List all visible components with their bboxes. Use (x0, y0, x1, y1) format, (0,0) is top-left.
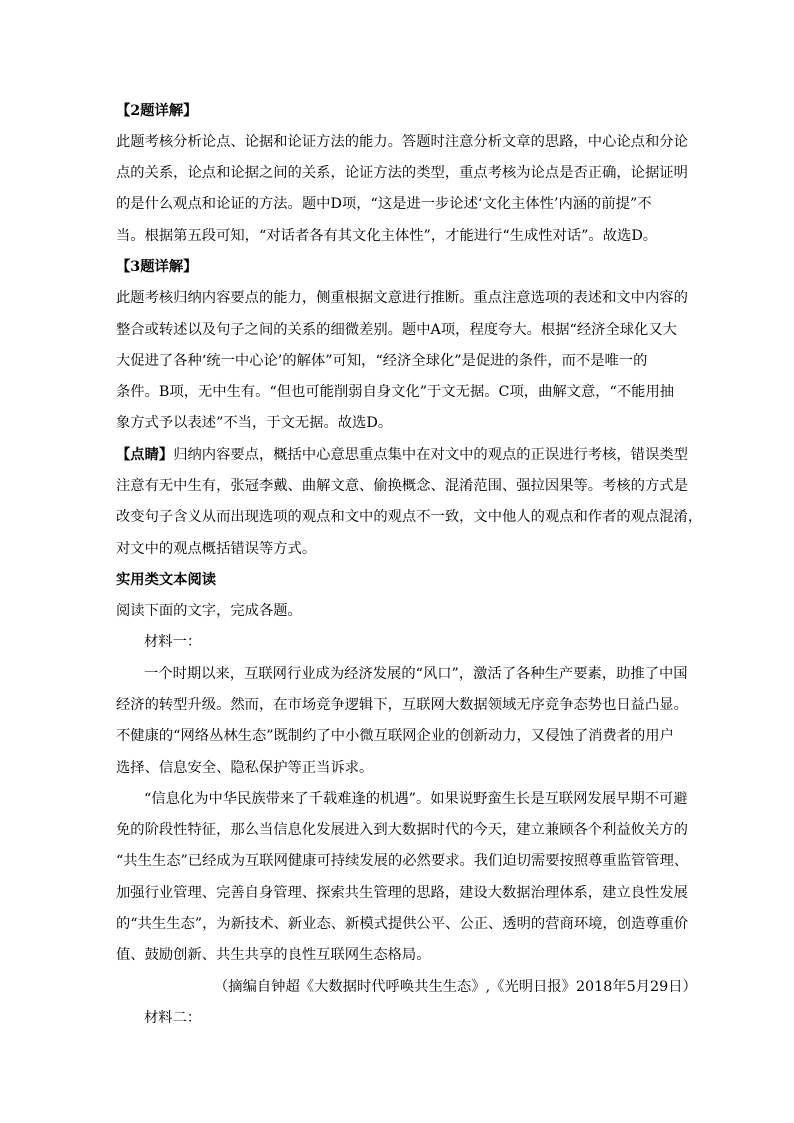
text-line: 此题考核归纳内容要点的能力，侧重根据文意进行推断。重点注意选项的表述和文中内容的 (116, 290, 688, 306)
instruction-line: 阅读下面的文字，完成各题。 (116, 603, 302, 619)
text-line: 象方式予以表述”不当，于文无据。故选D。 (116, 415, 393, 431)
text-line: “共生生态”已经成为互联网健康可持续发展的必然要求。我们迫切需要按照尊重监管管理、 (116, 853, 689, 869)
text-line: 整合或转述以及句子之间的关系的细微差别。题中A项，程度夸大。根据“经济全球化又大 (116, 322, 677, 338)
text-line: 一个时期以来，互联网行业成为经济发展的“风口”，激活了各种生产要素，助推了中国 (144, 666, 688, 682)
highlight-note-label: 【点睛】 (116, 447, 174, 463)
text-line: 点的关系，论点和论据之间的关系，论证方法的类型，重点考核为论点是否正确，论据证明 (116, 165, 688, 181)
material-two-label: 材料二： (144, 1010, 202, 1026)
material-one-label: 材料一： (144, 634, 202, 650)
heading-q3-explanation: 【3题详解】 (116, 259, 198, 275)
text-line: 不健康的“网络丛林生态”既制约了中小微互联网企业的创新动力，又侵蚀了消费者的用户 (116, 728, 674, 744)
text-line: 大促进了各种‘统一中心论’的解体”可知，“经济全球化”是促进的条件，而不是唯一的 (116, 353, 648, 369)
text-line: 对文中的观点概括错误等方式。 (116, 541, 317, 557)
section-title-practical-reading: 实用类文本阅读 (116, 572, 217, 588)
text-line: 当。根据第五段可知，“对话者各有其文化主体性”，才能进行“生成性对话”。故选D。 (116, 228, 658, 244)
text-line: 值、鼓励创新、共生共享的良性互联网生态格局。 (116, 947, 431, 963)
source-citation: （摘编自钟超《大数据时代呼唤共生生态》,《光明日报》2018年5月29日） (214, 979, 697, 995)
text-line: 的是什么观点和论证的方法。题中D项，“这是进一步论述‘文化主体性’内涵的前提”不 (116, 196, 652, 212)
highlight-note-line: 【点睛】归纳内容要点，概括中心意思重点集中在对文中的观点的正误进行考核，错误类型 (116, 447, 688, 463)
text-line: 的“共生生态”，为新技术、新业态、新模式提供公平、公正、透明的营商环境，创造尊重价 (116, 916, 689, 932)
text-line: 此题考核分析论点、论据和论证方法的能力。答题时注意分析文章的思路，中心论点和分论 (116, 134, 688, 150)
text-line: 选择、信息安全、隐私保护等正当诉求。 (116, 760, 374, 776)
text-line: 免的阶段性特征，那么当信息化发展进入到大数据时代的今天，建立兼顾各个利益攸关方的 (116, 822, 688, 838)
text-line: 加强行业管理、完善自身管理、探索共生管理的思路，建设大数据治理体系，建立良性发展 (116, 885, 688, 901)
heading-q2-explanation: 【2题详解】 (116, 103, 198, 119)
text-line: “信息化为中华民族带来了千载难逢的机遇”。如果说野蛮生长是互联网发展早期不可避 (144, 791, 688, 807)
text-line: 改变句子含义从而出现选项的观点和文中的观点不一致，文中他人的观点和作者的观点混淆， (116, 509, 703, 525)
text-line: 注意有无中生有，张冠李戴、曲解文意、偷换概念、混淆范围、强拉因果等。考核的方式是 (116, 478, 688, 494)
text-line: 经济的转型升级。然而，在市场竞争逻辑下，互联网大数据领域无序竞争态势也日益凸显。 (116, 697, 688, 713)
text-line: 条件。B项，无中生有。“但也可能削弱自身文化”于文无据。C项，曲解文意，“不能用抽 (116, 384, 675, 400)
